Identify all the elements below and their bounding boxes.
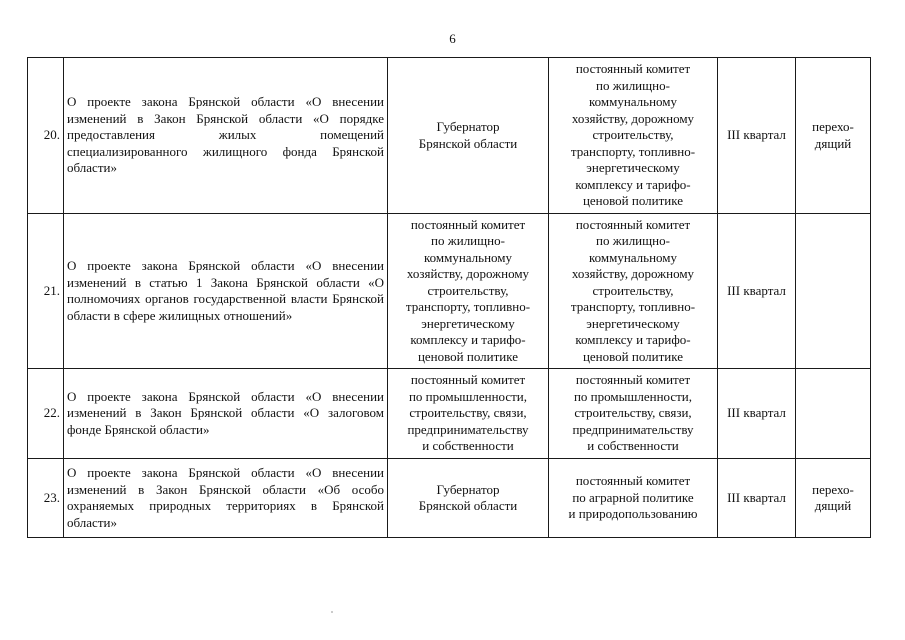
responsible-committee-cell-line: строительству, <box>592 127 674 143</box>
initiator-cell <box>388 214 549 369</box>
initiator-cell-line: по жилищно- <box>431 233 505 249</box>
row-number: 23. <box>28 459 64 538</box>
note-cell-line: перехо- <box>812 119 854 134</box>
responsible-committee-cell-line: постоянный комитет <box>575 372 691 388</box>
responsible-committee-cell-line: комплексу и тарифо- <box>575 176 691 192</box>
initiator-cell-line: постоянный комитет <box>410 216 526 232</box>
row-number: 22. <box>28 369 64 459</box>
responsible-committee-cell-line: коммунальному <box>588 94 678 110</box>
initiator-cell-line: предпринимательству <box>407 421 529 437</box>
table-row <box>28 459 871 538</box>
note-cell <box>796 369 871 459</box>
initiator-cell-line: коммунальному <box>423 249 513 265</box>
responsible-committee-cell <box>549 459 718 538</box>
responsible-committee-cell <box>549 58 718 214</box>
bill-title: О проекте закона Брянской области «О внесении изменений в Закон Брянской области «О порядке предоставления жилых помещений специализированного жилищного фонда Брянской области» <box>64 58 388 214</box>
responsible-committee-cell-line: по жилищно- <box>596 77 670 93</box>
responsible-committee-cell-line: постоянный комитет <box>575 216 691 232</box>
note-cell-line: перехо- <box>812 481 854 497</box>
bill-title: О проекте закона Брянской области «О внесении изменений в статью 1 Закона Брянской области «О полномочиях органов государственной власти Брянской области в сфере жилищных отношений» <box>64 214 388 369</box>
table-row <box>28 214 871 369</box>
initiator-cell-line: по промышленности, <box>408 388 528 404</box>
table-row <box>28 369 871 459</box>
note-cell <box>796 214 871 369</box>
responsible-committee-cell-line: постоянный комитет <box>575 473 691 489</box>
responsible-committee-cell-line: ценовой политике <box>582 348 684 364</box>
initiator-cell-line: и собственности <box>422 438 514 454</box>
bill-title: О проекте закона Брянской области «О внесении изменений в Закон Брянской области «Об особо охраняемых природных территориях в Брянской области» <box>64 459 388 538</box>
initiator-cell-line: хозяйству, дорожному <box>406 266 530 282</box>
period-cell: III квартал <box>718 459 796 538</box>
initiator-cell-line: Брянской области <box>418 135 518 151</box>
note-cell-line: дящий <box>814 135 852 151</box>
initiator-cell-line: транспорту, топливно- <box>405 299 531 315</box>
note-cell <box>796 58 871 214</box>
responsible-committee-cell-line: коммунальному <box>588 249 678 265</box>
responsible-committee-cell-line: транспорту, топливно- <box>570 299 696 315</box>
initiator-cell <box>388 459 549 538</box>
responsible-committee-cell-line: ценовой политике <box>582 193 684 209</box>
initiator-cell <box>388 369 549 459</box>
responsible-committee-cell-line: строительству, <box>592 282 674 298</box>
responsible-committee-cell-line: предпринимательству <box>572 421 694 437</box>
note-cell-line: дящий <box>814 498 852 513</box>
initiator-cell-line: Брянской области <box>418 498 518 513</box>
page-number: 6 <box>449 31 456 46</box>
table-row <box>28 58 871 214</box>
responsible-committee-cell-line: строительству, связи, <box>574 405 692 421</box>
responsible-committee-cell-line: энергетическому <box>586 315 680 331</box>
responsible-committee-cell-line: по промышленности, <box>573 388 693 404</box>
responsible-committee-cell-line: по жилищно- <box>596 233 670 249</box>
scan-speck <box>331 611 333 613</box>
responsible-committee-cell <box>549 214 718 369</box>
initiator-cell-line: постоянный комитет <box>410 372 526 388</box>
responsible-committee-cell-line: и собственности <box>587 438 679 454</box>
period-cell: III квартал <box>718 369 796 459</box>
row-number: 21. <box>28 214 64 369</box>
responsible-committee-cell-line: хозяйству, дорожному <box>571 266 695 282</box>
initiator-cell <box>388 58 549 214</box>
initiator-cell-line: строительству, <box>427 282 509 298</box>
responsible-committee-cell-line: энергетическому <box>586 160 680 176</box>
row-number: 20. <box>28 58 64 214</box>
responsible-committee-cell-line: и природопользованию <box>568 506 698 522</box>
initiator-cell-line: Губернатор <box>436 119 500 134</box>
responsible-committee-cell <box>549 369 718 459</box>
initiator-cell-line: комплексу и тарифо- <box>410 332 526 348</box>
initiator-cell-line: строительству, связи, <box>409 405 527 421</box>
period-cell: III квартал <box>718 214 796 369</box>
legislative-plan-table <box>27 57 871 538</box>
bill-title: О проекте закона Брянской области «О внесении изменений в Закон Брянской области «О залоговом фонде Брянской области» <box>64 369 388 459</box>
initiator-cell-line: ценовой политике <box>417 348 519 364</box>
period-cell: III квартал <box>718 58 796 214</box>
initiator-cell-line: энергетическому <box>421 315 515 331</box>
responsible-committee-cell-line: комплексу и тарифо- <box>575 332 691 348</box>
responsible-committee-cell-line: транспорту, топливно- <box>570 143 696 159</box>
responsible-committee-cell-line: постоянный комитет <box>575 61 691 77</box>
initiator-cell-line: Губернатор <box>436 481 500 497</box>
note-cell <box>796 459 871 538</box>
responsible-committee-cell-line: хозяйству, дорожному <box>571 110 695 126</box>
responsible-committee-cell-line: по аграрной политике <box>572 489 694 505</box>
